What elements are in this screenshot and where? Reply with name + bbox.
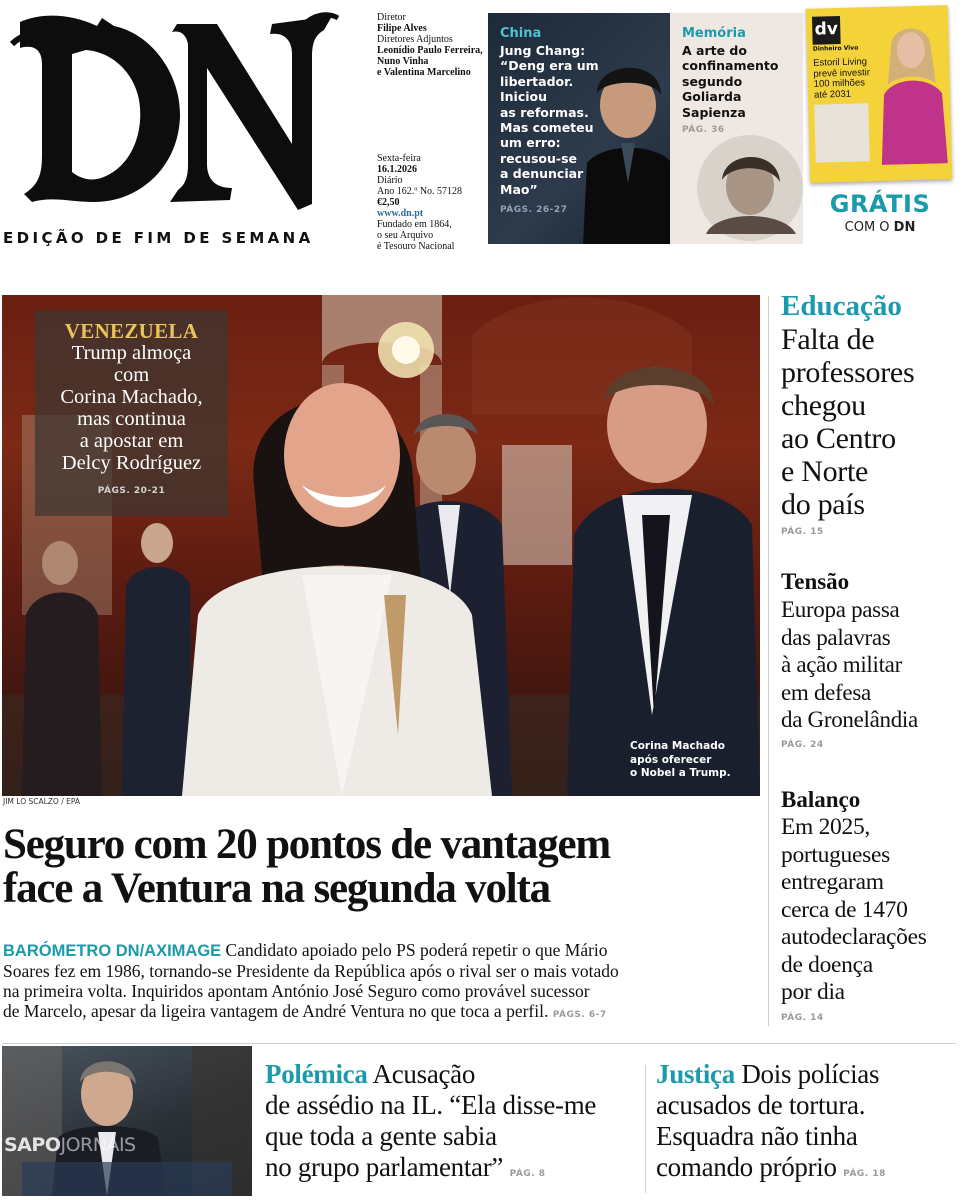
cover-line: prevê investir: [813, 66, 871, 80]
story-polemica[interactable]: [265, 1059, 640, 1190]
founded-line: o seu Arquivo: [377, 230, 434, 241]
china-line: um erro:: [500, 135, 561, 151]
free-with-label: COM O: [844, 220, 890, 235]
china-line: “Deng era um: [500, 58, 599, 74]
china-line: recusou-se: [500, 150, 577, 166]
main-headline[interactable]: [3, 823, 763, 911]
balanco-line: entregaram: [781, 869, 884, 895]
venezuela-line: com: [113, 364, 150, 386]
venezuela-line: Trump almoça: [71, 342, 192, 364]
polemica-line: no grupo parlamentar”: [265, 1152, 504, 1182]
promo-china[interactable]: [488, 13, 670, 244]
issue-type: Diário: [377, 175, 403, 186]
magazine-sub: Dinheiro Vivo: [812, 44, 859, 53]
memoria-line: confinamento: [682, 58, 779, 74]
polemica-line: Acusação: [367, 1059, 476, 1089]
china-line: Mao”: [500, 181, 538, 197]
educacao-headline: [781, 323, 959, 521]
venezuela-line: a apostar em: [79, 430, 184, 452]
masthead-info: [377, 12, 485, 252]
magazine-cover: [806, 5, 953, 183]
column-divider: [768, 296, 769, 1026]
bottom-divider: [2, 1043, 956, 1044]
tensao-kicker: Tensão: [781, 569, 850, 594]
justica-line: Dois polícias: [734, 1059, 880, 1089]
issue-number: Ano 162.º No. 57128: [377, 186, 463, 197]
educacao-line: chegou: [781, 389, 866, 422]
main-lead: [3, 940, 763, 1025]
justica-line: comando próprio: [656, 1152, 837, 1182]
venezuela-line: Delcy Rodríguez: [61, 452, 202, 474]
caption-line: o Nobel a Trump.: [630, 767, 731, 779]
educacao-line: e Norte: [781, 455, 869, 488]
memoria-line: A arte do: [682, 43, 747, 58]
polemica-photo[interactable]: [2, 1046, 252, 1196]
venezuela-pages: PÁGS. 20-21: [97, 486, 166, 496]
venezuela-headline: [35, 342, 228, 474]
free-label: GRÁTIS: [829, 190, 931, 218]
venezuela-line: mas continua: [77, 408, 186, 430]
balanco-line: por dia: [781, 979, 845, 1005]
tensao-line: Europa passa: [781, 597, 900, 622]
tensao-line: à ação militar: [781, 652, 902, 677]
issue-price: €2,50: [377, 197, 400, 208]
memoria-pages: PÁG. 36: [682, 125, 725, 135]
educacao-line: ao Centro: [781, 422, 896, 455]
lead-text: na primeira volta. Inquiridos apontam António José Seguro como provável sucessor: [3, 981, 590, 1001]
polemica-photo-scene: [2, 1046, 252, 1196]
bottom-column-divider: [645, 1065, 646, 1193]
lead-text: de Marcelo, apesar da ligeira vantagem de André Ventura no que toca a perfil.: [3, 1001, 549, 1021]
china-line: a denunciar: [500, 166, 584, 182]
caption-line: Corina Machado: [630, 740, 725, 752]
cover-inset: [814, 103, 869, 162]
magazine-logo: dv: [812, 16, 841, 45]
balanco-line: cerca de 1470: [781, 896, 908, 923]
china-line: Jung Chang:: [500, 43, 586, 58]
story-educacao[interactable]: [781, 290, 959, 537]
founded-line: Fundado em 1864,: [377, 219, 452, 230]
main-headline-line: Seguro com 20 pontos de vantagem: [3, 821, 610, 868]
balanco-line: autodeclarações: [781, 924, 927, 950]
polemica-line: de assédio na IL. “Ela disse-me: [265, 1090, 597, 1120]
caption-line: após oferecer: [630, 753, 712, 766]
free-with: [804, 220, 956, 235]
lead-text: Soares fez em 1986, tornando-se Presidente da República após o rival ser o mais votado: [3, 961, 619, 981]
educacao-line: Falta de: [781, 323, 875, 356]
venezuela-kicker: VENEZUELA: [64, 319, 199, 343]
justica-line: acusados de tortura.: [656, 1090, 866, 1120]
cover-woman-photo: [872, 13, 952, 165]
memoria-line: Goliarda: [682, 89, 742, 105]
lead-text: Candidato apoiado pelo PS poderá repetir o que Mário: [221, 940, 608, 960]
china-kicker: China: [500, 26, 542, 41]
founded-line: é Tesouro Nacional: [377, 241, 455, 252]
balanco-headline: [781, 814, 959, 1007]
deputies-line: Nuno Vinha: [377, 56, 429, 67]
promo-dinheiro-vivo[interactable]: [804, 3, 956, 245]
deputies-label: Diretores Adjuntos: [377, 34, 453, 45]
cover-line: 100 milhões: [813, 77, 866, 90]
venezuela-line: Corina Machado,: [60, 386, 203, 408]
polemica-kicker: Polémica: [265, 1059, 368, 1089]
edition-label: EDIÇÃO DE FIM DE SEMANA: [3, 229, 314, 247]
director-name: Filipe Alves: [377, 23, 427, 34]
director-label: Diretor: [377, 12, 406, 23]
dn-logo[interactable]: [2, 4, 342, 214]
tensao-headline: [781, 596, 959, 734]
educacao-line: professores: [781, 356, 915, 389]
balanco-line: de doença: [781, 951, 873, 978]
tensao-line: da Gronelândia: [781, 707, 918, 732]
memoria-kicker: Memória: [682, 26, 746, 41]
venezuela-box[interactable]: [35, 310, 228, 516]
hero-caption: [630, 740, 731, 781]
educacao-pages: PÁG. 15: [781, 527, 824, 537]
deputies-line: Leonídio Paulo Ferreira,: [377, 45, 483, 56]
balanco-line: portugueses: [781, 841, 890, 868]
story-justica[interactable]: [656, 1059, 956, 1190]
china-line: Mas cometeu: [500, 120, 594, 136]
polemica-pages: PÁG. 8: [509, 1169, 546, 1179]
goliarda-sapienza-photo: [696, 134, 803, 242]
balanco-pages: PÁG. 14: [781, 1012, 824, 1023]
free-with-brand: DN: [893, 220, 916, 235]
cover-line: até 2031: [813, 88, 852, 101]
story-balanco[interactable]: [781, 786, 959, 1023]
justica-kicker: Justiça: [656, 1059, 735, 1089]
china-line: as reformas.: [500, 104, 589, 120]
balanco-line: Em 2025,: [781, 814, 870, 840]
site-link[interactable]: www.dn.pt: [377, 208, 424, 219]
dn-logo-mark: [2, 4, 342, 214]
issue-date: 16.1.2026: [377, 164, 417, 175]
china-line: libertador.: [500, 73, 574, 89]
lead-pages: PÁGS. 6-7: [552, 1010, 607, 1020]
justica-line: Esquadra não tinha: [656, 1121, 858, 1151]
story-tensao[interactable]: [781, 568, 959, 750]
china-line: Iniciou: [500, 89, 548, 105]
main-headline-line: face a Ventura na segunda volta: [3, 865, 550, 912]
memoria-line: Sapienza: [682, 104, 746, 120]
issue-day: Sexta-feira: [377, 153, 421, 164]
china-headline: [500, 43, 599, 197]
deputies-line: e Valentina Marcelino: [377, 67, 471, 78]
justica-pages: PÁG. 18: [843, 1169, 886, 1179]
educacao-line: do país: [781, 488, 865, 521]
watermark-sapo: SAPO: [4, 1134, 61, 1156]
tensao-pages: PÁG. 24: [781, 739, 824, 750]
memoria-line: segundo: [682, 73, 743, 89]
lead-kicker: BARÓMETRO DN/AXIMAGE: [3, 942, 222, 960]
china-pages: PÁGS. 26-27: [500, 205, 568, 215]
cover-line: Estoril Living: [813, 56, 868, 69]
watermark-jornais: JORNAIS: [60, 1134, 136, 1156]
magazine-cover-lines: [813, 57, 871, 100]
watermark: [4, 1134, 136, 1156]
photo-credit: JIM LO SCALZO / EPA: [3, 797, 81, 806]
educacao-kicker: Educação: [781, 290, 902, 322]
memoria-headline: [682, 43, 778, 120]
tensao-line: em defesa: [781, 679, 871, 705]
tensao-line: das palavras: [781, 624, 891, 650]
polemica-line: que toda a gente sabia: [265, 1121, 497, 1151]
balanco-kicker: Balanço: [781, 787, 861, 812]
promo-memoria[interactable]: [670, 13, 803, 244]
